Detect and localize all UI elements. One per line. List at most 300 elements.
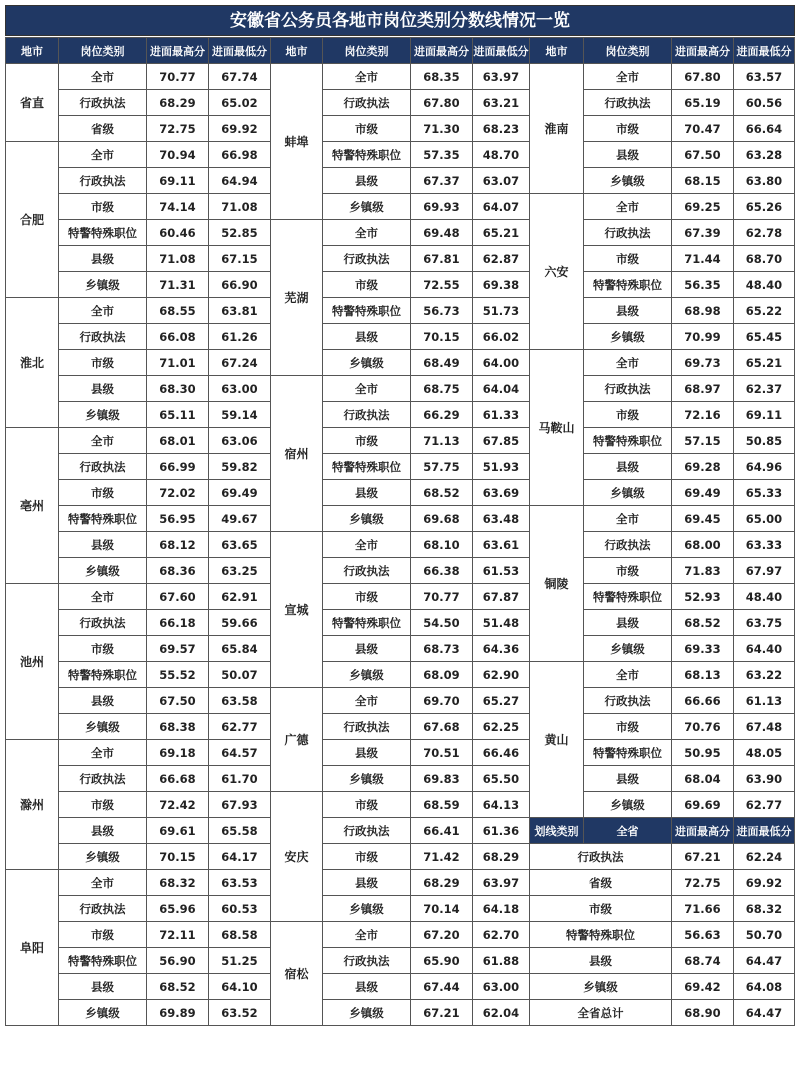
summary-row	[530, 1000, 795, 1026]
header-row	[6, 38, 271, 64]
category-cell: 市级	[323, 428, 411, 454]
min-score-cell: 48.05	[734, 740, 795, 766]
min-score-cell: 60.56	[734, 90, 795, 116]
min-score-cell: 62.37	[734, 376, 795, 402]
max-score-cell: 70.99	[672, 324, 734, 350]
table-section-left	[5, 37, 271, 1026]
min-score-cell: 63.80	[734, 168, 795, 194]
min-score-cell: 64.08	[734, 974, 795, 1000]
min-score-cell: 51.93	[473, 454, 530, 480]
category-cell: 市级	[59, 480, 147, 506]
min-score-cell: 63.21	[473, 90, 530, 116]
max-score-cell: 56.73	[411, 298, 473, 324]
city-cell: 芜湖	[271, 220, 323, 376]
table-row	[271, 220, 530, 246]
table-row	[530, 350, 795, 376]
min-score-cell: 48.40	[734, 584, 795, 610]
max-score-cell: 68.97	[672, 376, 734, 402]
min-score-cell: 66.98	[209, 142, 271, 168]
category-cell: 全市	[323, 64, 411, 90]
max-score-cell: 67.21	[411, 1000, 473, 1026]
min-score-cell: 64.57	[209, 740, 271, 766]
table-section-right	[529, 37, 795, 1026]
category-cell: 全市	[59, 584, 147, 610]
category-cell: 县级	[59, 974, 147, 1000]
city-cell: 省直	[6, 64, 59, 142]
max-score-cell: 68.52	[147, 974, 209, 1000]
min-score-cell: 51.48	[473, 610, 530, 636]
max-score-cell: 71.44	[672, 246, 734, 272]
table-row	[6, 740, 271, 766]
category-cell: 全市	[584, 506, 672, 532]
category-cell: 行政执法	[323, 558, 411, 584]
category-cell: 全省总计	[530, 1000, 672, 1026]
max-score-cell: 72.16	[672, 402, 734, 428]
max-score-cell: 70.77	[411, 584, 473, 610]
max-score-cell: 56.95	[147, 506, 209, 532]
category-cell: 全市	[323, 220, 411, 246]
city-cell: 马鞍山	[530, 350, 584, 506]
min-score-cell: 64.18	[473, 896, 530, 922]
category-cell: 省级	[59, 116, 147, 142]
min-score-cell: 66.64	[734, 116, 795, 142]
max-score-cell: 69.69	[672, 792, 734, 818]
max-score-cell: 70.14	[411, 896, 473, 922]
max-score-cell: 72.75	[672, 870, 734, 896]
max-score-cell: 57.35	[411, 142, 473, 168]
category-cell: 县级	[323, 870, 411, 896]
min-score-cell: 59.14	[209, 402, 271, 428]
max-score-cell: 71.01	[147, 350, 209, 376]
max-score-cell: 69.25	[672, 194, 734, 220]
min-score-cell: 61.53	[473, 558, 530, 584]
min-score-cell: 51.25	[209, 948, 271, 974]
min-score-cell: 50.07	[209, 662, 271, 688]
max-score-cell: 69.68	[411, 506, 473, 532]
city-cell: 淮南	[530, 64, 584, 194]
summary-row	[530, 844, 795, 870]
min-score-cell: 64.96	[734, 454, 795, 480]
max-score-cell: 70.51	[411, 740, 473, 766]
city-cell: 黄山	[530, 662, 584, 818]
category-cell: 行政执法	[323, 402, 411, 428]
max-score-cell: 68.09	[411, 662, 473, 688]
min-score-cell: 67.87	[473, 584, 530, 610]
max-score-cell: 67.44	[411, 974, 473, 1000]
max-score-cell: 68.90	[672, 1000, 734, 1026]
min-score-cell: 64.47	[734, 1000, 795, 1026]
min-score-cell: 66.46	[473, 740, 530, 766]
table-row	[271, 532, 530, 558]
city-cell: 淮北	[6, 298, 59, 428]
max-score-cell: 70.76	[672, 714, 734, 740]
category-cell: 行政执法	[584, 688, 672, 714]
city-cell: 池州	[6, 584, 59, 740]
summary-row	[530, 896, 795, 922]
max-score-cell: 65.11	[147, 402, 209, 428]
max-score-cell: 68.59	[411, 792, 473, 818]
table-row	[530, 662, 795, 688]
max-score-cell: 69.42	[672, 974, 734, 1000]
min-score-cell: 63.90	[734, 766, 795, 792]
category-cell: 全市	[584, 350, 672, 376]
max-score-cell: 68.12	[147, 532, 209, 558]
max-score-cell: 56.63	[672, 922, 734, 948]
category-cell: 全市	[323, 532, 411, 558]
max-score-cell: 66.38	[411, 558, 473, 584]
max-score-cell: 69.57	[147, 636, 209, 662]
max-score-cell: 69.28	[672, 454, 734, 480]
category-cell: 行政执法	[323, 948, 411, 974]
max-score-cell: 68.98	[672, 298, 734, 324]
category-cell: 行政执法	[584, 90, 672, 116]
min-score-cell: 51.73	[473, 298, 530, 324]
max-score-cell: 67.81	[411, 246, 473, 272]
summary-row	[530, 948, 795, 974]
max-score-cell: 68.73	[411, 636, 473, 662]
max-score-cell: 68.75	[411, 376, 473, 402]
city-cell: 亳州	[6, 428, 59, 584]
table-row	[530, 506, 795, 532]
max-score-cell: 55.52	[147, 662, 209, 688]
min-score-cell: 69.38	[473, 272, 530, 298]
min-score-cell: 63.52	[209, 1000, 271, 1026]
max-score-cell: 68.15	[672, 168, 734, 194]
table-row	[271, 792, 530, 818]
max-score-cell: 69.11	[147, 168, 209, 194]
table-row	[6, 142, 271, 168]
max-score-cell: 68.13	[672, 662, 734, 688]
max-score-cell: 69.48	[411, 220, 473, 246]
category-cell: 特警特殊职位	[59, 506, 147, 532]
min-score-cell: 63.97	[473, 870, 530, 896]
min-score-cell: 67.48	[734, 714, 795, 740]
category-cell: 行政执法	[530, 844, 672, 870]
category-cell: 市级	[584, 402, 672, 428]
category-cell: 特警特殊职位	[59, 220, 147, 246]
max-score-cell: 71.08	[147, 246, 209, 272]
max-score-cell: 70.47	[672, 116, 734, 142]
category-cell: 乡镇级	[59, 714, 147, 740]
min-score-cell: 65.26	[734, 194, 795, 220]
min-score-cell: 63.22	[734, 662, 795, 688]
city-cell: 宣城	[271, 532, 323, 688]
min-score-cell: 59.66	[209, 610, 271, 636]
max-score-cell: 57.75	[411, 454, 473, 480]
max-score-cell: 66.68	[147, 766, 209, 792]
max-score-cell: 66.99	[147, 454, 209, 480]
min-score-cell: 62.78	[734, 220, 795, 246]
max-score-cell: 68.49	[411, 350, 473, 376]
max-score-cell: 67.68	[411, 714, 473, 740]
category-cell: 乡镇级	[59, 558, 147, 584]
min-score-cell: 67.24	[209, 350, 271, 376]
min-score-cell: 64.04	[473, 376, 530, 402]
city-cell: 宿州	[271, 376, 323, 532]
max-score-cell: 67.37	[411, 168, 473, 194]
min-score-cell: 48.40	[734, 272, 795, 298]
category-cell: 市级	[584, 714, 672, 740]
min-score-cell: 63.00	[473, 974, 530, 1000]
category-cell: 市级	[530, 896, 672, 922]
min-score-cell: 71.08	[209, 194, 271, 220]
category-cell: 乡镇级	[323, 506, 411, 532]
min-score-cell: 63.53	[209, 870, 271, 896]
category-cell: 县级	[584, 766, 672, 792]
min-score-cell: 69.92	[734, 870, 795, 896]
max-score-cell: 67.21	[672, 844, 734, 870]
max-score-cell: 72.11	[147, 922, 209, 948]
max-score-cell: 72.55	[411, 272, 473, 298]
table-row	[6, 870, 271, 896]
category-header: 岗位类别	[59, 38, 147, 64]
category-cell: 全市	[59, 64, 147, 90]
max-score-cell: 67.50	[147, 688, 209, 714]
max-score-cell: 68.38	[147, 714, 209, 740]
table-row	[6, 298, 271, 324]
max-score-header: 进面最高分	[147, 38, 209, 64]
category-cell: 市级	[323, 272, 411, 298]
category-cell: 全市	[59, 740, 147, 766]
table-row	[271, 688, 530, 714]
min-score-cell: 65.45	[734, 324, 795, 350]
category-cell: 县级	[323, 740, 411, 766]
min-score-cell: 66.90	[209, 272, 271, 298]
min-score-cell: 64.40	[734, 636, 795, 662]
max-score-header: 进面最高分	[672, 818, 734, 844]
min-score-cell: 69.11	[734, 402, 795, 428]
category-cell: 县级	[323, 636, 411, 662]
category-cell: 市级	[584, 558, 672, 584]
min-score-cell: 61.33	[473, 402, 530, 428]
header-row	[271, 38, 530, 64]
min-score-cell: 64.07	[473, 194, 530, 220]
city-cell: 蚌埠	[271, 64, 323, 220]
min-score-cell: 67.93	[209, 792, 271, 818]
table-section-middle	[270, 37, 530, 1026]
category-cell: 特警特殊职位	[323, 454, 411, 480]
max-score-cell: 70.15	[411, 324, 473, 350]
min-score-cell: 61.13	[734, 688, 795, 714]
category-cell: 特警特殊职位	[584, 584, 672, 610]
city-header: 地市	[530, 38, 584, 64]
category-cell: 全市	[59, 298, 147, 324]
max-score-cell: 68.00	[672, 532, 734, 558]
max-score-cell: 68.04	[672, 766, 734, 792]
min-score-cell: 64.13	[473, 792, 530, 818]
max-score-cell: 67.20	[411, 922, 473, 948]
max-score-cell: 68.55	[147, 298, 209, 324]
category-cell: 县级	[584, 610, 672, 636]
line-type-header: 划线类别	[530, 818, 584, 844]
category-cell: 县级	[59, 532, 147, 558]
category-cell: 乡镇级	[323, 350, 411, 376]
category-cell: 县级	[323, 324, 411, 350]
table-row	[530, 64, 795, 90]
max-score-cell: 71.30	[411, 116, 473, 142]
max-score-cell: 69.70	[411, 688, 473, 714]
category-cell: 乡镇级	[323, 1000, 411, 1026]
category-header: 岗位类别	[584, 38, 672, 64]
min-score-cell: 63.28	[734, 142, 795, 168]
max-score-cell: 67.80	[672, 64, 734, 90]
max-score-cell: 68.29	[411, 870, 473, 896]
max-score-cell: 68.01	[147, 428, 209, 454]
max-score-cell: 70.77	[147, 64, 209, 90]
min-score-cell: 63.75	[734, 610, 795, 636]
category-cell: 省级	[530, 870, 672, 896]
category-cell: 全市	[584, 662, 672, 688]
min-score-cell: 63.61	[473, 532, 530, 558]
category-cell: 行政执法	[59, 610, 147, 636]
max-score-cell: 66.41	[411, 818, 473, 844]
table-row	[6, 64, 271, 90]
max-score-cell: 69.93	[411, 194, 473, 220]
category-cell: 特警特殊职位	[323, 142, 411, 168]
min-score-cell: 62.91	[209, 584, 271, 610]
max-score-cell: 68.32	[147, 870, 209, 896]
min-score-cell: 67.74	[209, 64, 271, 90]
category-cell: 特警特殊职位	[584, 740, 672, 766]
category-cell: 特警特殊职位	[530, 922, 672, 948]
min-score-cell: 63.97	[473, 64, 530, 90]
max-score-cell: 66.66	[672, 688, 734, 714]
min-score-cell: 63.07	[473, 168, 530, 194]
min-score-cell: 69.92	[209, 116, 271, 142]
min-score-header: 进面最低分	[473, 38, 530, 64]
province-header: 全省	[584, 818, 672, 844]
category-cell: 市级	[323, 116, 411, 142]
score-table	[5, 37, 271, 1026]
max-score-cell: 72.42	[147, 792, 209, 818]
max-score-cell: 66.08	[147, 324, 209, 350]
max-score-cell: 66.18	[147, 610, 209, 636]
category-cell: 乡镇级	[59, 402, 147, 428]
category-cell: 特警特殊职位	[584, 428, 672, 454]
min-score-cell: 62.25	[473, 714, 530, 740]
max-score-cell: 50.95	[672, 740, 734, 766]
category-cell: 行政执法	[59, 454, 147, 480]
category-cell: 特警特殊职位	[323, 298, 411, 324]
summary-row	[530, 870, 795, 896]
max-score-cell: 69.45	[672, 506, 734, 532]
category-cell: 市级	[323, 792, 411, 818]
summary-row	[530, 974, 795, 1000]
table-row	[6, 584, 271, 610]
category-cell: 乡镇级	[584, 636, 672, 662]
min-score-cell: 68.58	[209, 922, 271, 948]
max-score-cell: 65.19	[672, 90, 734, 116]
min-score-cell: 62.77	[734, 792, 795, 818]
city-header: 地市	[271, 38, 323, 64]
category-cell: 全市	[59, 142, 147, 168]
min-score-cell: 63.00	[209, 376, 271, 402]
category-cell: 乡镇级	[323, 662, 411, 688]
city-cell: 合肥	[6, 142, 59, 298]
category-cell: 乡镇级	[59, 272, 147, 298]
min-score-cell: 50.70	[734, 922, 795, 948]
min-score-cell: 66.02	[473, 324, 530, 350]
max-score-cell: 57.15	[672, 428, 734, 454]
min-score-cell: 68.32	[734, 896, 795, 922]
max-score-cell: 68.35	[411, 64, 473, 90]
max-score-cell: 66.29	[411, 402, 473, 428]
category-cell: 行政执法	[59, 896, 147, 922]
min-score-cell: 64.00	[473, 350, 530, 376]
min-score-cell: 65.58	[209, 818, 271, 844]
min-score-cell: 64.10	[209, 974, 271, 1000]
min-score-cell: 65.27	[473, 688, 530, 714]
city-cell: 六安	[530, 194, 584, 350]
max-score-cell: 71.66	[672, 896, 734, 922]
min-score-header: 进面最低分	[209, 38, 271, 64]
city-header: 地市	[6, 38, 59, 64]
min-score-cell: 67.85	[473, 428, 530, 454]
category-cell: 县级	[530, 948, 672, 974]
category-cell: 乡镇级	[530, 974, 672, 1000]
category-cell: 行政执法	[59, 90, 147, 116]
max-score-cell: 65.96	[147, 896, 209, 922]
category-cell: 行政执法	[323, 246, 411, 272]
max-score-cell: 70.94	[147, 142, 209, 168]
min-score-cell: 64.36	[473, 636, 530, 662]
category-cell: 行政执法	[59, 324, 147, 350]
max-score-cell: 67.60	[147, 584, 209, 610]
min-score-cell: 63.06	[209, 428, 271, 454]
min-score-cell: 65.21	[473, 220, 530, 246]
city-cell: 安庆	[271, 792, 323, 922]
max-score-cell: 70.15	[147, 844, 209, 870]
max-score-cell: 69.83	[411, 766, 473, 792]
category-cell: 行政执法	[584, 532, 672, 558]
category-cell: 乡镇级	[584, 168, 672, 194]
category-cell: 乡镇级	[584, 324, 672, 350]
category-cell: 县级	[323, 168, 411, 194]
min-score-cell: 65.50	[473, 766, 530, 792]
category-cell: 县级	[584, 142, 672, 168]
category-cell: 全市	[323, 922, 411, 948]
min-score-cell: 63.48	[473, 506, 530, 532]
max-score-cell: 54.50	[411, 610, 473, 636]
min-score-cell: 65.21	[734, 350, 795, 376]
max-score-cell: 52.93	[672, 584, 734, 610]
min-score-cell: 63.65	[209, 532, 271, 558]
max-score-cell: 72.75	[147, 116, 209, 142]
max-score-cell: 68.10	[411, 532, 473, 558]
category-cell: 县级	[59, 246, 147, 272]
min-score-cell: 59.82	[209, 454, 271, 480]
max-score-cell: 68.36	[147, 558, 209, 584]
category-cell: 县级	[323, 974, 411, 1000]
max-score-cell: 68.74	[672, 948, 734, 974]
category-cell: 市级	[323, 844, 411, 870]
category-header: 岗位类别	[323, 38, 411, 64]
category-cell: 全市	[323, 376, 411, 402]
max-score-cell: 67.39	[672, 220, 734, 246]
category-cell: 乡镇级	[323, 896, 411, 922]
min-score-cell: 61.70	[209, 766, 271, 792]
category-cell: 县级	[584, 298, 672, 324]
max-score-cell: 67.80	[411, 90, 473, 116]
min-score-cell: 64.17	[209, 844, 271, 870]
page-title: 安徽省公务员各地市岗位类别分数线情况一览	[5, 5, 795, 36]
max-score-cell: 71.13	[411, 428, 473, 454]
score-table	[270, 37, 530, 1026]
max-score-cell: 71.83	[672, 558, 734, 584]
min-score-cell: 63.81	[209, 298, 271, 324]
min-score-cell: 49.67	[209, 506, 271, 532]
summary-header-row	[530, 818, 795, 844]
